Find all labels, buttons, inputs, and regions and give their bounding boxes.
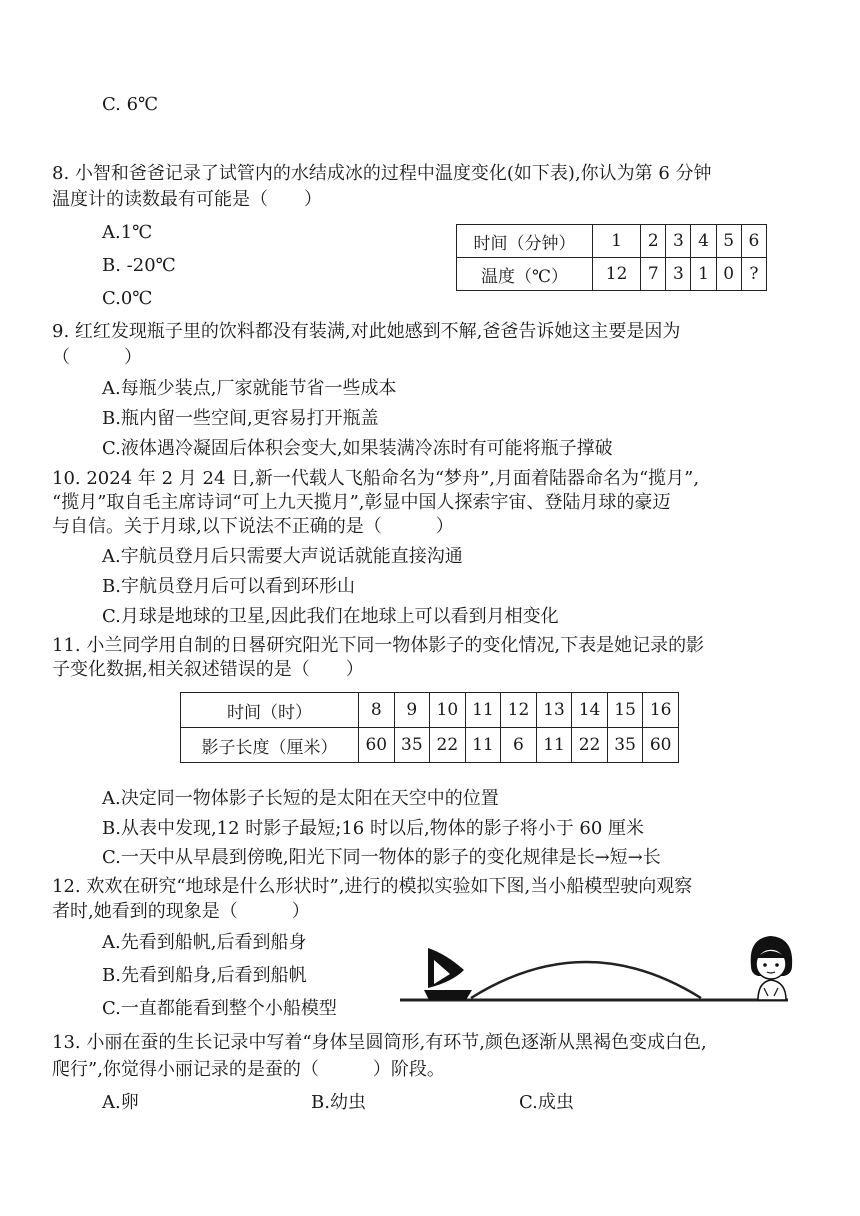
- table-cell: 22: [430, 728, 466, 763]
- q8-stem-line2: 温度计的读数最有可能是（ ）: [52, 189, 322, 210]
- table-cell: 12: [593, 258, 641, 291]
- table-cell: 6: [501, 728, 537, 763]
- table-cell: 16: [643, 693, 679, 728]
- table-cell: 15: [607, 693, 643, 728]
- q12-option-b[interactable]: B.先看到船身,后看到船帆: [102, 965, 307, 986]
- q11-option-b[interactable]: B.从表中发现,12 时影子最短;16 时以后,物体的影子将小于 60 厘米: [102, 818, 645, 839]
- table-cell: 3: [666, 258, 691, 291]
- q10-stem-line1: 10. 2024 年 2 月 24 日,新一代载人飞船命名为“梦舟”,月面着陆器命名为“揽月”,: [52, 468, 700, 489]
- q9-option-c[interactable]: C.液体遇冷凝固后体积会变大,如果装满冷冻时有可能将瓶子撑破: [102, 438, 613, 459]
- table-cell: 3: [666, 225, 691, 258]
- q13-stem-line1: 13. 小丽在蚕的生长记录中写着“身体呈圆筒形,有环节,颜色逐渐从黑褐色变成白色,: [52, 1032, 707, 1053]
- q10-option-c[interactable]: C.月球是地球的卫星,因此我们在地球上可以看到月相变化: [102, 606, 559, 627]
- q9-option-a[interactable]: A.每瓶少装点,厂家就能节省一些成本: [102, 378, 397, 399]
- table-cell: 22: [572, 728, 608, 763]
- table-cell: 11: [536, 728, 572, 763]
- table-row: [457, 225, 767, 258]
- observer-girl-icon: [751, 936, 793, 1000]
- q8-option-c[interactable]: C.0℃: [102, 288, 153, 309]
- q10-option-a[interactable]: A.宇航员登月后只需要大声说话就能直接沟通: [102, 546, 463, 567]
- q10-stem-line3: 与自信。关于月球,以下说法不正确的是（ ）: [52, 516, 454, 537]
- q8-stem-line1: 8. 小智和爸爸记录了试管内的水结成冰的过程中温度变化(如下表),你认为第 6 分钟: [52, 163, 712, 184]
- table-cell: 10: [430, 693, 466, 728]
- table-cell: 35: [394, 728, 430, 763]
- table-cell: 6: [741, 225, 766, 258]
- q10-stem-line2: “揽月”取自毛主席诗词“可上九天揽月”,彰显中国人探索宇宙、登陆月球的豪迈: [52, 492, 671, 513]
- earth-curve-icon: [471, 962, 701, 998]
- ship-observer-illustration: [396, 930, 806, 1010]
- table-cell: 1: [691, 258, 716, 291]
- q8-temperature-table: [456, 224, 767, 291]
- table-header-cell: 时间（时）: [181, 693, 359, 728]
- table-cell: 35: [607, 728, 643, 763]
- table-row: [181, 693, 679, 728]
- q10-option-b[interactable]: B.宇航员登月后可以看到环形山: [102, 576, 355, 597]
- prev-option-c: C. 6℃: [102, 94, 159, 115]
- q11-stem-line1: 11. 小兰同学用自制的日晷研究阳光下同一物体影子的变化情况,下表是她记录的影: [52, 635, 705, 656]
- table-cell: 9: [394, 693, 430, 728]
- table-cell: 0: [716, 258, 741, 291]
- table-cell: 4: [691, 225, 716, 258]
- q12-option-c[interactable]: C.一直都能看到整个小船模型: [102, 998, 337, 1019]
- table-header-cell: 时间（分钟）: [457, 225, 593, 258]
- table-cell: 60: [359, 728, 395, 763]
- table-cell: 5: [716, 225, 741, 258]
- table-cell: 8: [359, 693, 395, 728]
- table-cell: 11: [465, 728, 501, 763]
- table-cell: 1: [593, 225, 641, 258]
- table-cell: 12: [501, 693, 537, 728]
- q13-option-b[interactable]: B.幼虫: [311, 1092, 366, 1113]
- q11-shadow-table: [180, 692, 679, 763]
- table-row: [457, 258, 767, 291]
- q12-stem-line1: 12. 欢欢在研究“地球是什么形状时”,进行的模拟实验如下图,当小船模型驶向观察: [52, 876, 693, 897]
- q12-stem-line2: 者时,她看到的现象是（ ）: [52, 901, 310, 922]
- q13-option-c[interactable]: C.成虫: [519, 1092, 574, 1113]
- table-cell: 14: [572, 693, 608, 728]
- q8-option-a[interactable]: A.1℃: [102, 222, 153, 243]
- q11-option-c[interactable]: C.一天中从早晨到傍晚,阳光下同一物体的影子的变化规律是长→短→长: [102, 847, 661, 868]
- table-cell: ?: [741, 258, 766, 291]
- q11-option-a[interactable]: A.决定同一物体影子长短的是太阳在天空中的位置: [102, 788, 499, 809]
- q13-option-a[interactable]: A.卵: [102, 1092, 139, 1113]
- q11-stem-line2: 子变化数据,相关叙述错误的是（ ）: [52, 659, 364, 680]
- table-cell: 60: [643, 728, 679, 763]
- table-cell: 11: [465, 693, 501, 728]
- table-cell: 7: [641, 258, 666, 291]
- q9-option-b[interactable]: B.瓶内留一些空间,更容易打开瓶盖: [102, 408, 379, 429]
- q13-stem-line2: 爬行”,你觉得小丽记录的是蚕的（ ）阶段。: [52, 1059, 445, 1080]
- q9-stem-line1: 9. 红红发现瓶子里的饮料都没有装满,对此她感到不解,爸爸告诉她这主要是因为: [52, 321, 681, 342]
- q12-option-a[interactable]: A.先看到船帆,后看到船身: [102, 932, 307, 953]
- q8-option-b[interactable]: B. -20℃: [102, 255, 176, 276]
- q9-stem-line2: （ ）: [52, 347, 142, 368]
- table-header-cell: 影子长度（厘米）: [181, 728, 359, 763]
- table-row: [181, 728, 679, 763]
- table-cell: 2: [641, 225, 666, 258]
- table-cell: 13: [536, 693, 572, 728]
- table-header-cell: 温度（℃）: [457, 258, 593, 291]
- sailboat-icon: [424, 948, 472, 1000]
